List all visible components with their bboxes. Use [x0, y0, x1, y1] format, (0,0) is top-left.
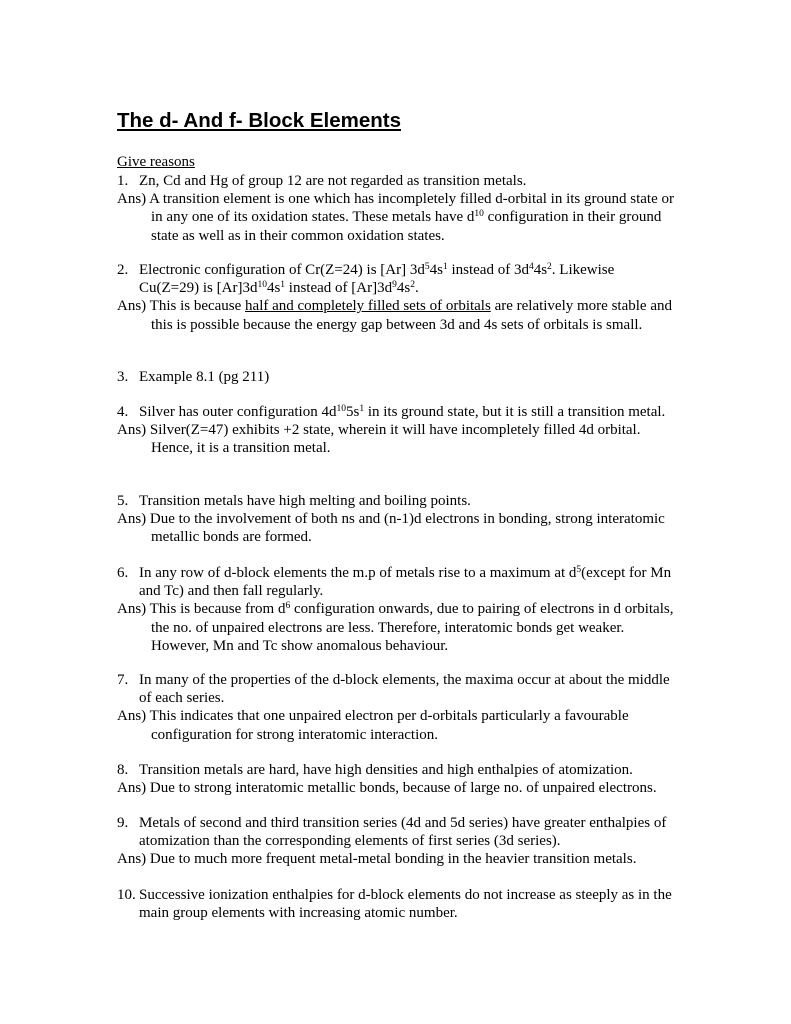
question-text: 7. In many of the properties of the d-block elements, the maxima occur at about the middle of each series.	[117, 672, 670, 707]
document-title: The d- And f- Block Elements	[117, 109, 401, 132]
question-number: 8.	[117, 762, 129, 778]
answer-label: Ans)	[117, 298, 147, 315]
answer-text: Ans) Silver(Z=47) exhibits +2 state, wherein it will have incompletely filled 4d orbital. Hence, it is a transition metal.	[117, 422, 641, 457]
answer-text: Ans) Due to strong interatomic metallic bonds, because of large no. of unpaired electrons.	[117, 780, 657, 797]
answer-text: Ans) This indicates that one unpaired electron per d-orbitals particularly a favourable configuration for strong interatomic interaction.	[117, 708, 629, 743]
qa-item-9	[117, 814, 677, 869]
section-subheading: Give reasons	[117, 154, 195, 170]
answer-label: Ans)	[117, 191, 147, 208]
qa-item-8	[117, 761, 677, 797]
qa-item-7	[117, 671, 677, 744]
answer-text: Ans) This is because half and completely filled sets of orbitals are relatively more stable and this is possible because the energy gap between 3d and 4s sets of orbitals is small.	[117, 298, 672, 333]
question-number: 6.	[117, 565, 129, 581]
qa-item-4	[117, 403, 677, 458]
question-text: 1. Zn, Cd and Hg of group 12 are not regarded as transition metals.	[117, 173, 527, 189]
question-text: 4. Silver has outer configuration $4d^{10}5s^1$ in its ground state, but it is still a transition metal.	[117, 404, 666, 420]
question-number: 7.	[117, 672, 129, 688]
question-number: 9.	[117, 815, 129, 831]
answer-label: Ans)	[117, 708, 147, 725]
question-number: 1.	[117, 173, 129, 189]
answer-label: Ans)	[117, 511, 147, 528]
qa-item-2	[117, 261, 677, 334]
question-number: 2.	[117, 262, 129, 278]
answer-label: Ans)	[117, 601, 147, 618]
question-text: 5. Transition metals have high melting and boiling points.	[117, 493, 471, 509]
question-text: 9. Metals of second and third transition series (4d and 5d series) have greater enthalpies of atomization than the corresponding elements of first series (3d series).	[117, 815, 667, 850]
question-text: 8. Transition metals are hard, have high densities and high enthalpies of atomization.	[117, 762, 633, 778]
answer-label: Ans)	[117, 780, 147, 797]
answer-label: Ans)	[117, 851, 147, 868]
question-text: 10. Successive ionization enthalpies for d-block elements do not increase as steeply as in the main group elements with increasing atomic number.	[117, 887, 672, 922]
question-number: 4.	[117, 404, 129, 420]
question-text: 3. Example 8.1 (pg 211)	[117, 369, 270, 385]
answer-text: Ans) A transition element is one which has incompletely filled d-orbital in its ground state or in any one of its oxidation states. These metals have $d^{10}$ configuration in their ground state as well as in their common oxidation states.	[117, 191, 674, 244]
underlined-phrase: half and completely filled sets of orbitals	[245, 298, 491, 315]
answer-label: Ans)	[117, 422, 147, 439]
answer-text: Ans) Due to the involvement of both ns and (n-1)d electrons in bonding, strong interatomic metallic bonds are formed.	[117, 511, 665, 546]
question-number: 3.	[117, 369, 129, 385]
answer-text: Ans) This is because from $d^6$ configuration onwards, due to pairing of electrons in d orbitals, the no. of unpaired electrons are less. Therefore, interatomic bonds get weaker. However, Mn and Tc show anomalous behaviour.	[117, 601, 674, 654]
qa-item-6	[117, 564, 677, 655]
answer-text: Ans) Due to much more frequent metal-metal bonding in the heavier transition metals.	[117, 851, 637, 868]
qa-item-5	[117, 492, 677, 547]
question-number: 5.	[117, 493, 129, 509]
qa-item-1	[117, 172, 677, 245]
question-text: 6. In any row of d-block elements the m.p of metals rise to a maximum at $d^5(except$ for Mn and Tc) and then fall regularly.	[117, 565, 672, 600]
question-text: 2. Electronic configuration of Cr(Z=24) is [Ar] $3d^54s^1$ instead of $3d^44s^2$. Likewise Cu(Z=29) is $[Ar]3d^{10}4s^1$ instead of $[Ar]3d^94s^2$.	[117, 262, 615, 297]
qa-item-3	[117, 368, 677, 386]
question-number: 10.	[117, 887, 136, 903]
qa-item-10	[117, 886, 677, 922]
